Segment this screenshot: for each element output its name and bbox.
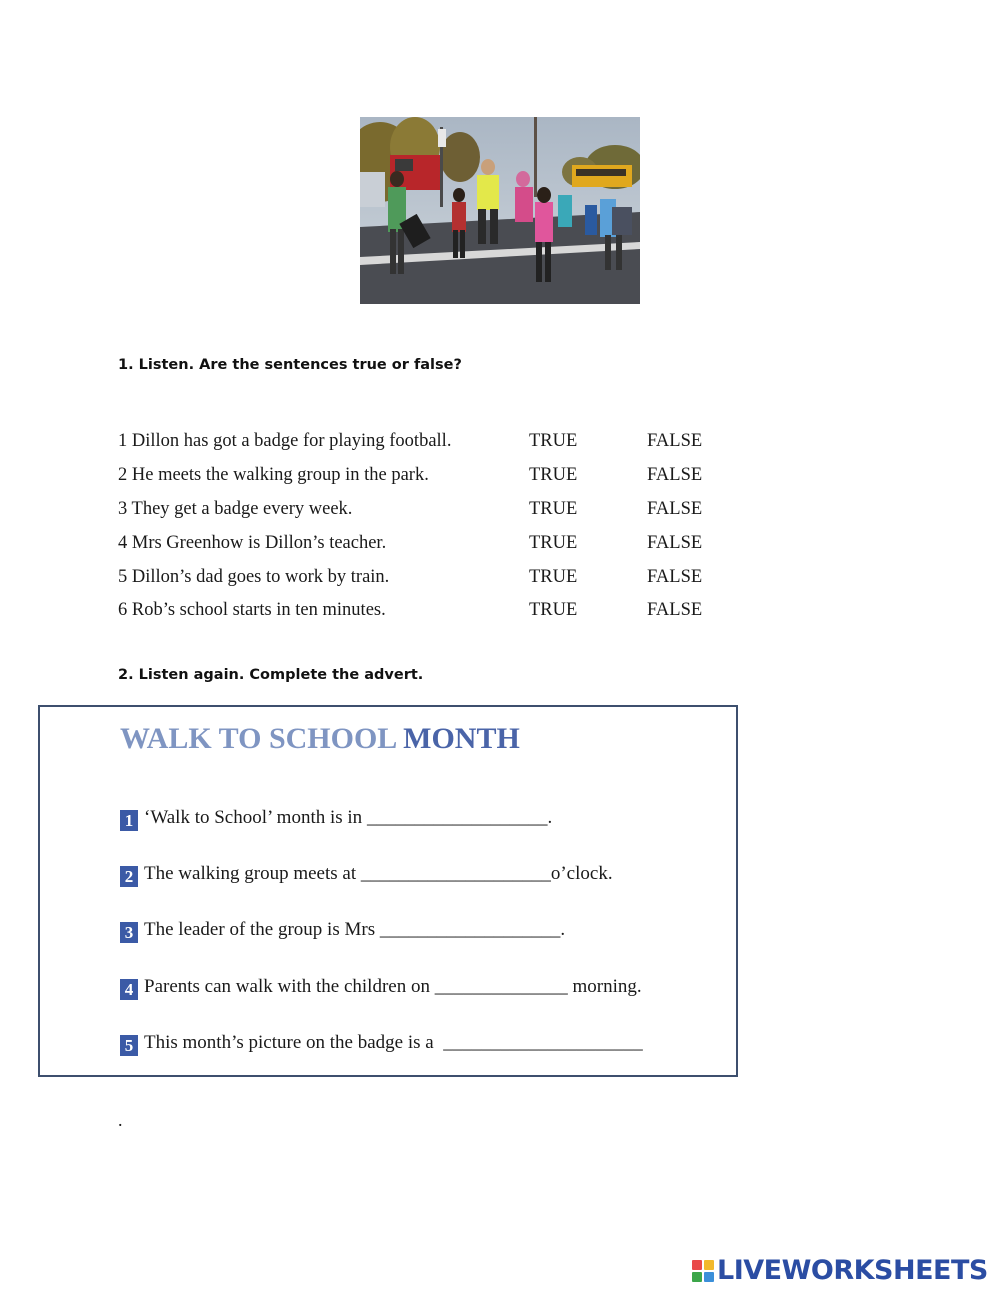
advert-title-part2: MONTH bbox=[403, 722, 520, 755]
logo-square-blue bbox=[704, 1272, 714, 1282]
logo-square-red bbox=[692, 1260, 702, 1270]
advert-item bbox=[120, 918, 565, 942]
item-number-badge: 3 bbox=[120, 922, 138, 943]
true-option[interactable]: TRUE bbox=[529, 431, 578, 451]
false-option[interactable]: FALSE bbox=[647, 499, 703, 519]
statement-text: 3 They get a badge every week. bbox=[118, 499, 353, 519]
answer-blank[interactable]: ___________________ bbox=[366, 807, 548, 828]
false-option[interactable]: FALSE bbox=[647, 567, 703, 587]
logo-square-yellow bbox=[704, 1260, 714, 1270]
statement-text: 6 Rob’s school starts in ten minutes. bbox=[118, 600, 386, 620]
false-option[interactable]: FALSE bbox=[647, 533, 703, 553]
answer-blank[interactable]: ______________ bbox=[434, 976, 568, 997]
advert-title-part1: WALK TO SCHOOL bbox=[120, 722, 404, 755]
true-option[interactable]: TRUE bbox=[529, 465, 578, 485]
item-number-badge: 5 bbox=[120, 1035, 138, 1056]
item-text-before: Parents can walk with the children on bbox=[144, 976, 435, 997]
item-number-badge: 4 bbox=[120, 979, 138, 1000]
advert-item bbox=[120, 806, 552, 830]
answer-blank[interactable]: _____________________ bbox=[443, 1032, 643, 1053]
item-text-before: ‘Walk to School’ month is in bbox=[144, 807, 367, 828]
section-1-heading: 1. Listen. Are the sentences true or false? bbox=[118, 357, 462, 373]
liveworksheets-logo bbox=[692, 1256, 988, 1286]
statement-text: 4 Mrs Greenhow is Dillon’s teacher. bbox=[118, 533, 387, 553]
item-text-before: The walking group meets at bbox=[144, 863, 361, 884]
true-option[interactable]: TRUE bbox=[529, 499, 578, 519]
statement-row bbox=[118, 462, 758, 488]
statement-text: 2 He meets the walking group in the park. bbox=[118, 465, 429, 485]
item-number-badge: 2 bbox=[120, 866, 138, 887]
section-2-heading: 2. Listen again. Complete the advert. bbox=[118, 667, 424, 683]
walking-group-photo bbox=[360, 117, 640, 304]
item-number-badge: 1 bbox=[120, 810, 138, 831]
advert-box bbox=[38, 705, 738, 1077]
logo-text: LIVEWORKSHEETS bbox=[717, 1255, 988, 1286]
statement-text: 5 Dillon’s dad goes to work by train. bbox=[118, 567, 390, 587]
statement-row bbox=[118, 597, 758, 623]
advert-item bbox=[120, 975, 642, 999]
item-text-before: The leader of the group is Mrs bbox=[144, 919, 380, 940]
answer-blank[interactable]: ____________________ bbox=[360, 863, 551, 884]
false-option[interactable]: FALSE bbox=[647, 600, 703, 620]
statement-row bbox=[118, 496, 758, 522]
statement-row bbox=[118, 564, 758, 590]
item-text-after: . bbox=[560, 919, 566, 940]
true-option[interactable]: TRUE bbox=[529, 600, 578, 620]
statement-text: 1 Dillon has got a badge for playing football. bbox=[118, 431, 452, 451]
advert-item bbox=[120, 862, 613, 886]
item-text-after: . bbox=[547, 807, 553, 828]
item-text-after: morning. bbox=[567, 976, 642, 997]
advert-title bbox=[120, 721, 520, 757]
false-option[interactable]: FALSE bbox=[647, 465, 703, 485]
item-text-after: o’clock. bbox=[550, 863, 613, 884]
true-option[interactable]: TRUE bbox=[529, 567, 578, 587]
trailing-dot: . bbox=[118, 1110, 123, 1130]
false-option[interactable]: FALSE bbox=[647, 431, 703, 451]
true-option[interactable]: TRUE bbox=[529, 533, 578, 553]
statement-row bbox=[118, 530, 758, 556]
statement-row bbox=[118, 428, 758, 454]
logo-square-green bbox=[692, 1272, 702, 1282]
advert-item bbox=[120, 1031, 643, 1055]
liveworksheets-logo-icon bbox=[692, 1260, 714, 1282]
item-text-before: This month’s picture on the badge is a bbox=[144, 1032, 444, 1053]
answer-blank[interactable]: ___________________ bbox=[379, 919, 561, 940]
